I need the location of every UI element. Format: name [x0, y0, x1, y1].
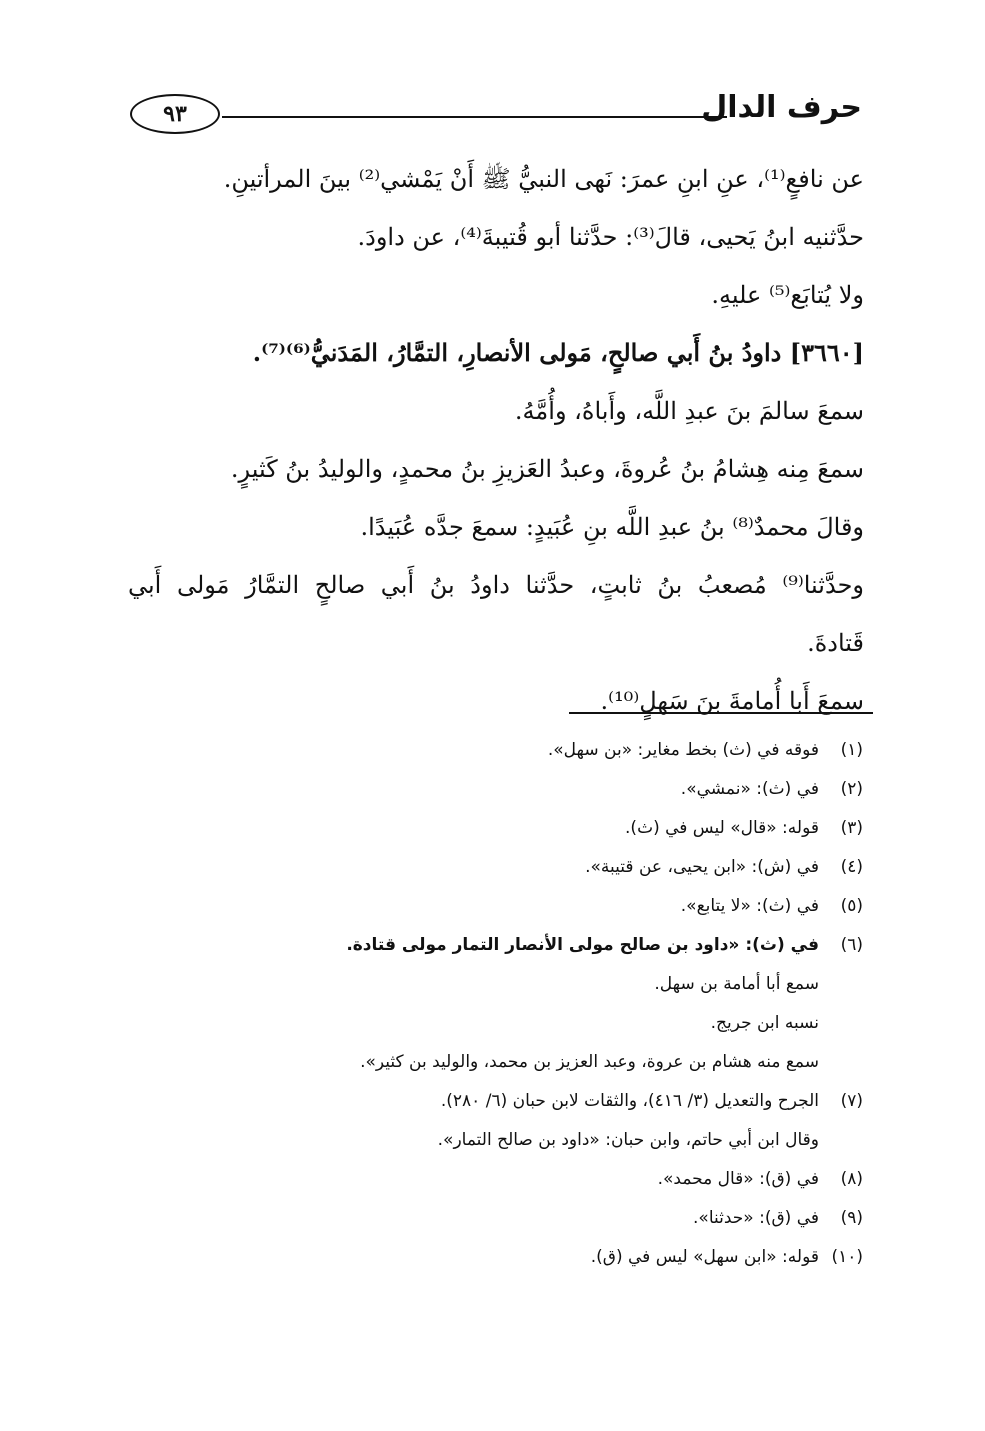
footnote-number: (٨) [840, 1169, 863, 1189]
entry-heading: [٣٦٦٠] داودُ بنُ أَبي صالحٍ، مَولى الأنصارِ، التمَّارُ، المَدَنيُّ⁽⁶⁾⁽⁷⁾. [252, 338, 864, 367]
text-line: سمعَ أَبا أُمامةَ بنَ سَهلٍ⁽¹⁰⁾. [600, 687, 864, 715]
footnote [250, 933, 863, 1074]
footnote-text: فوقه في (ث) بخط مغاير: «بن سهل». [547, 740, 819, 760]
footnote-text: في (ث): «نمشي». [680, 779, 819, 799]
footnote-text: في (ث): «لا يتابع». [680, 896, 819, 916]
footnote [250, 1089, 863, 1152]
text-line: ولا يُتابَع⁽⁵⁾ عليهِ. [711, 281, 864, 309]
footnote [250, 1245, 863, 1269]
footnote-text: سمع أبا أمامة بن سهل. [654, 974, 819, 994]
footnote-text: نسبه ابن جريج. [710, 1013, 819, 1033]
main-text [128, 150, 864, 730]
text-line: وقالَ محمدٌ⁽⁸⁾ بنُ عبدِ اللَّه بنِ عُبَيدٍ: سمعَ جدَّه عُبَيدًا. [360, 513, 864, 541]
footnote-text: في (ق): «حدثنا». [693, 1208, 819, 1228]
footnote-number: (٢) [840, 779, 863, 799]
footnote-text: سمع منه هشام بن عروة، وعبد العزيز بن محمد، والوليد بن كثير». [360, 1052, 819, 1072]
footnote-number: (٣) [840, 818, 863, 838]
footnotes [250, 738, 863, 1284]
footnote-number: (٩) [840, 1208, 863, 1228]
footnote-number: (١٠) [831, 1247, 863, 1267]
chapter-title: حرف الدال [701, 90, 862, 125]
footnote-text: الجرح والتعديل (٣/ ٤١٦)، والثقات لابن حبان (٦/ ٢٨٠). [440, 1091, 819, 1111]
text-line: وحدَّثنا⁽⁹⁾ مُصعبُ بنُ ثابتٍ، حدَّثنا داودُ بنُ أَبي صالحٍ التمَّارُ مَولى أَبي [128, 571, 864, 599]
footnote-text: في (ش): «ابن يحيى، عن قتيبة». [585, 857, 819, 877]
text-line: حدَّثنيه ابنُ يَحيى، قالَ⁽³⁾: حدَّثنا أبو قُتيبةَ⁽⁴⁾، عن داودَ. [357, 223, 864, 251]
footnote-number: (٦) [840, 935, 863, 955]
footnote-number: (١) [840, 740, 863, 760]
footnote-text: قوله: «ابن سهل» ليس في (ق). [590, 1247, 819, 1267]
page-number: ٩٣ [163, 101, 187, 127]
footnote [250, 777, 863, 801]
footnote [250, 816, 863, 840]
footnote-separator [569, 712, 873, 714]
text-line: قَتادةَ. [807, 629, 864, 657]
text-line: سمعَ مِنه هِشامُ بنُ عُروةَ، وعبدُ العَزيزِ بنُ محمدٍ، والوليدُ بنُ كَثيرٍ. [230, 455, 864, 483]
footnote-text: قوله: «قال» ليس في (ث). [625, 818, 819, 838]
footnote-number: (٧) [840, 1091, 863, 1111]
footnote-number: (٥) [840, 896, 863, 916]
footnote-text: وقال ابن أبي حاتم، وابن حبان: «داود بن صالح التمار». [437, 1130, 819, 1150]
footnote [250, 855, 863, 879]
footnote [250, 738, 863, 762]
page-number-badge [130, 94, 220, 134]
footnote-number: (٤) [840, 857, 863, 877]
footnote-text: في (ق): «قال محمد». [657, 1169, 819, 1189]
footnote [250, 1206, 863, 1230]
header-rule [222, 116, 727, 118]
page-header [130, 92, 862, 138]
footnote [250, 894, 863, 918]
text-line: سمعَ سالمَ بنَ عبدِ اللَّه، وأَباهُ، وأُمَّهُ. [514, 397, 864, 425]
footnote [250, 1167, 863, 1191]
text-line: عن نافعٍ⁽¹⁾، عنِ ابنِ عمرَ: نَهى النبيُّ ﷺ أَنْ يَمْشي⁽²⁾ بينَ المرأتينِ. [223, 165, 864, 193]
footnote-text: في (ث): «داود بن صالح مولى الأنصار التمار مولى قتادة. [346, 935, 819, 955]
